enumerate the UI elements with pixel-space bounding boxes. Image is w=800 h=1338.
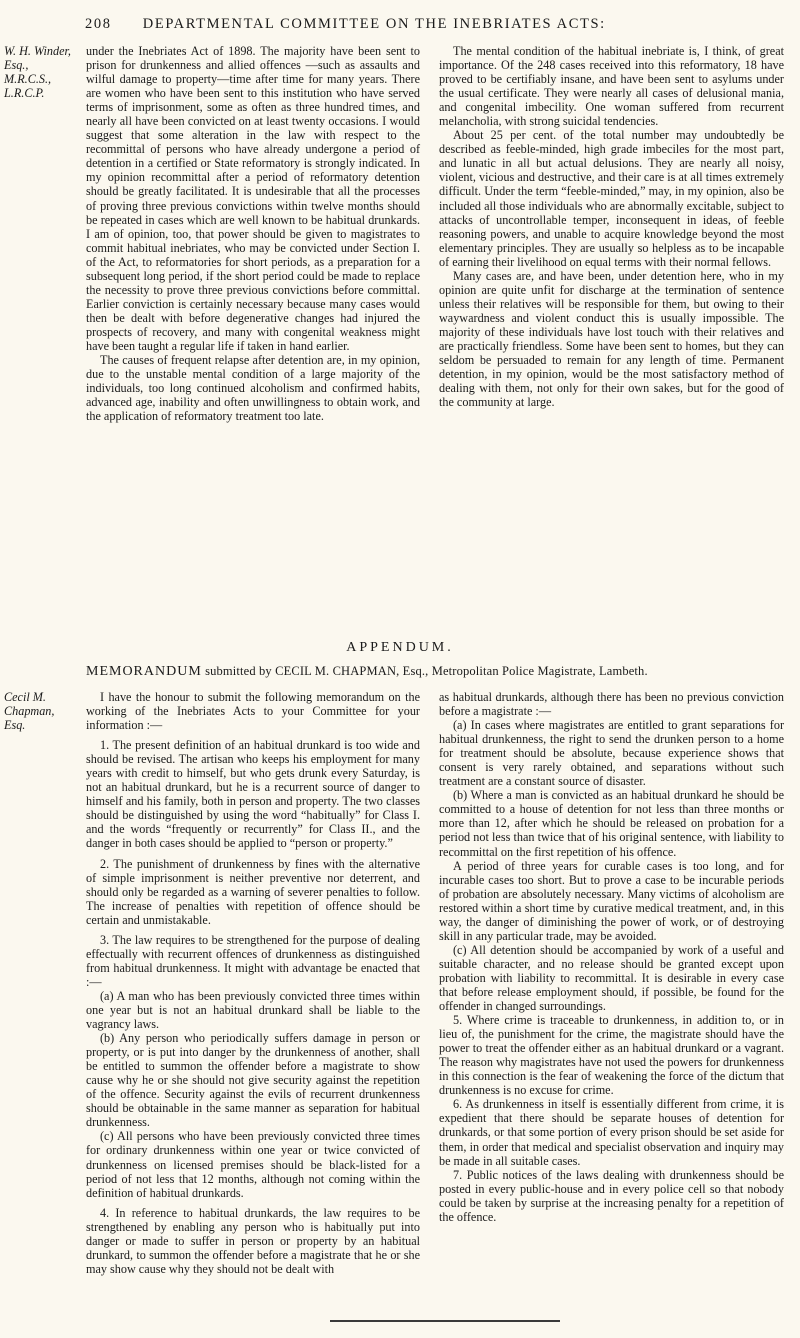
paragraph: 1. The present definition of an habitual drunkard is too wide and should be revised. The artisan who keeps his employment for many years with credit to himself, but who gets drunk every Saturday, is not an habitual drunkard, but he is a recurrent source of danger to himself and his family, both in person and property. The two classes should be distinguished by using the word “habitually” for Class I. and the words “frequently or recurrently” for Class II., and the danger in both cases should be applied to “person or property.” (86, 738, 420, 851)
paragraph: (b) Any person who periodically suffers damage in person or property, or is put into danger by the drunkenness of another, shall be entitled to summon the offender before a magistrate to show cause why he or she should not give security against the repetition of the offence. Security against the evils of recurrent drunkenness should be obtainable in the same manner as separation for habitual drunkenness. (86, 1031, 420, 1130)
paragraph: Many cases are, and have been, under detention here, who in my opinion are quite unfit for discharge at the termination of sentence unless their relatives will be responsible for them, but owing to their waywardness and violent conduct this is usually impossible. The majority of these individuals have lost touch with their relatives and are practically friendless. Some have been sent to homes, but they can seldom be persuaded to remain for any length of time. Permanent detention, in my opinion, would be the most satisfactory method of dealing with them, not only for their own sakes, but for the good of the community at large. (439, 268, 784, 410)
margin-note-chapman: Cecil M. Chapman, Esq. (4, 690, 55, 732)
paragraph: 4. In reference to habitual drunkards, the law requires to be strengthened by enabling any person who is habitually put into danger or made to suffer in person or property by an habitual drunkard, to summon the offender before a magistrate that he or she may show cause why they should not be dealt with (86, 1205, 420, 1276)
bottom-rule (330, 1320, 560, 1322)
memorandum-byline: submitted by CECIL M. CHAPMAN, Esq., Metropolitan Police Magistrate, Lambeth. (205, 664, 648, 678)
margin-note-winder: W. H. Winder, Esq., M.R.C.S., L.R.C.P. (4, 44, 71, 100)
paragraph: The causes of frequent relapse after detention are, in my opinion, due to the unstable mental condition of a large majority of the individuals, too long continued alcoholism and confirmed habits, advanced age, inability and often unwillingness to obtain work, and the application of reformatory treatment too late. (86, 353, 420, 424)
paragraph: (c) All detention should be accompanied by work of a useful and suitable character, and no release should be granted except upon probation with liability to recommittal. It is desirable in every case that before release employment should, if possible, be found for the offender in changed surroundings. (439, 942, 784, 1014)
paragraph: 2. The punishment of drunkenness by fines with the alternative of simple imprisonment is neither preventive nor deterrent, and should only be regarded as a warning of severer penalties to follow. The increase of penalties with repetition of offence should be certain and unmistakable. (86, 856, 420, 927)
addendum-title: APPENDUM. (346, 640, 454, 655)
paragraph: 7. Public notices of the laws dealing with drunkenness should be posted in every public-house and in every police cell so that nobody could be taken by surprise at the increasing penalty for a repetition of the offence. (439, 1167, 784, 1224)
memorandum-label: MEMORANDUM (86, 664, 202, 679)
paragraph: (a) A man who has been previously convicted three times within one year but is not an habitual drunkard shall be liable to the vagrancy laws. (86, 988, 420, 1032)
right-column-bottom (439, 690, 784, 1224)
paragraph: under the Inebriates Act of 1898. The majority have been sent to prison for drunkenness and allied offences —such as assaults and wilful damage to property—time after time for many years. There are women who have been sent to this institution who have served terms of imprisonment, some as often as three hundred times, and nearly all have been convicted on at least twenty occasions. I would suggest that some alteration in the law with respect to the recommittal of persons who have already undergone a period of detention in a certified or State reformatory is strongly indicated. In my opinion recommittal after a period of reformatory detention should be greatly facilitated. It is undesirable that all the processes of proving three previous convictions within twelve months should be repeated in cases which are well known to be habitual drunkards. I am of opinion, too, that power should be given to magistrates to commit habitual inebriates, who may be convicted under Section I. of the Act, to reformatories for short periods, as a preparation for a subsequent long period, if the short period could be made to replace the necessity to prove three previous convictions before committal. Earlier conviction is certainly necessary because many cases would then be dealt with before degenerative changes had injured the prospects of recovery, and many with congenital weakness might have been taught a regular life if taken in hand earlier. (86, 44, 420, 353)
paragraph: I have the honour to submit the following memorandum on the working of the Inebriates Acts to your Committee for your information :— (86, 690, 420, 733)
paragraph: The mental condition of the habitual inebriate is, I think, of great importance. Of the 248 cases received into this reformatory, 18 have proved to be certifiably insane, and have been sent to asylums under the usual certificate. They were nearly all cases of delusional mania, and congenital imbecility. One woman suffered from recurrent melancholia, with strong suicidal tendencies. (439, 44, 784, 129)
paragraph: 3. The law requires to be strengthened for the purpose of dealing effectually with recurrent offences of drunkenness as distinguished from habitual drunkenness. It might with advantage be enacted that :— (86, 932, 420, 989)
page-header (85, 16, 785, 33)
paragraph: 6. As drunkenness in itself is essentially different from crime, it is expedient that there should be separate houses of detention for drunkards, or that some portion of every prison should be set aside for them, in order that medical and specialist observation and inquiry may be made in all suitable cases. (439, 1097, 784, 1168)
paragraph: A period of three years for curable cases is too long, and for incurable cases too short. But to prove a case to be incurable periods of probation are absolutely necessary. Many victims of alcoholism are restored within a short time by curative medical treatment, and, in this way, the danger of diminishing the power of work, or of destroying skill in any particular trade, may be avoided. (439, 858, 784, 943)
running-title: DEPARTMENTAL COMMITTEE ON THE INEBRIATES ACTS: (142, 16, 606, 32)
paragraph: About 25 per cent. of the total number may undoubtedly be described as feeble-minded, high grade imbeciles for the most part, and lunatic in all but actual delusions. They are nearly all noisy, violent, vicious and destructive, and their care is at all times extremely difficult. Under the term “feeble-minded,” may, in my opinion, also be included all those individuals who are abnormally excitable, subject to attacks of uncontrollable temper, inconsequent in ideas, of feeble reasoning powers, and unable to acquire knowledge beyond the most elementary principles. They are usually so helpless as to be incapable of earning their livelihood on equal terms with their normal fellows. (439, 128, 784, 269)
paragraph: (c) All persons who have been previously convicted three times for ordinary drunkenness within one year or twice convicted of drunkenness on licensed premises should be black-listed for a period of not less that 12 months, although not coming within the definition of habitual drunkards. (86, 1129, 420, 1200)
paragraph: (b) Where a man is convicted as an habitual drunkard he should be committed to a house of detention for not less than three months or more than 12, after which he should be released on probation for a period not less than twice that of his original sentence, with liability to recommittal on the first repetition of his offence. (439, 788, 784, 859)
paragraph: 5. Where crime is traceable to drunkenness, in addition to, or in lieu of, the punishment for the crime, the magistrate should have the power to treat the offender either as an habitual drunkard or a vagrant. The reason why magistrates have not used the powers for drunkenness in this connection is the fear of weakening the force of the dictum that drunkenness is no excuse for crime. (439, 1013, 784, 1098)
right-column-top (439, 44, 784, 409)
left-column-top (86, 44, 420, 423)
paragraph: (a) In cases where magistrates are entitled to grant separations for habitual drunkenness, the right to send the drunken person to a home for treatment should be absolute, because experience shows that consent is very rarely obtained, and separations without such treatment are a constant source of disaster. (439, 718, 784, 789)
memorandum-heading (86, 664, 786, 680)
paragraph: as habitual drunkards, although there has been no previous conviction before a magistrate :— (439, 690, 784, 719)
left-column-bottom (86, 690, 420, 1276)
page-number: 208 (85, 16, 112, 32)
